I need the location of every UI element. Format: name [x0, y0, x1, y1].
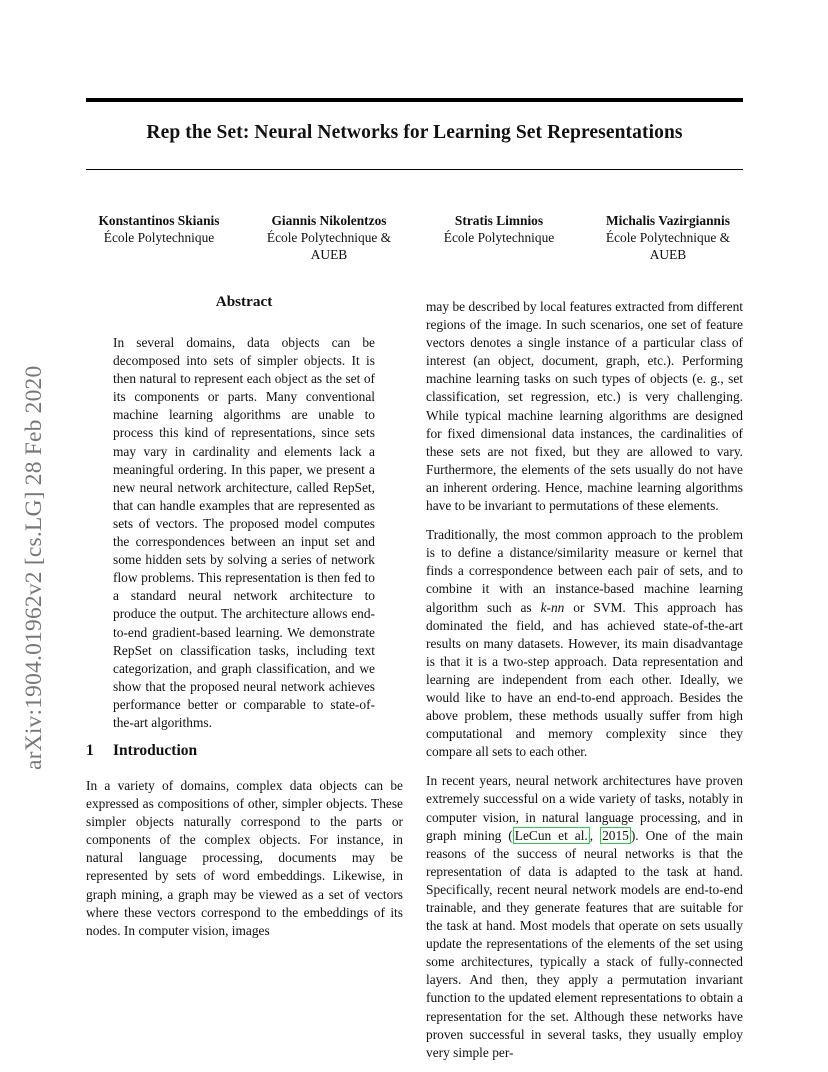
author-affiliation-line2: AUEB [649, 247, 687, 262]
paper-title: Rep the Set: Neural Networks for Learning Set Representations [146, 122, 683, 143]
paragraph-text: Traditionally, the most common approach to the problem is to define a distance/similarity measure or kernel that finds a correspondence between each pair of sets, and to combine it with an instance-based machine learning algorithm such as [426, 527, 743, 615]
section-title: Introduction [113, 742, 198, 759]
author-block [592, 212, 744, 263]
intro-paragraph: In recent years, neural network architectures have proven extremely successful on a wide variety of tasks, notably in computer vision, in natural language processing, and in graph mining ( LeCun et al. , 2015 ). One of the main reasons of the success of neural networks is that the representation of data is adapted to the task at hand. Specifically, recent neural network models are end-to-end trainable, and they generate features that are suitable for the task at hand. Most models that operate on sets usually update the representations of the elements of the set using some architectures, typically a stack of fully-connected layers. And then, they apply a permutation invariant function to the updated element representations to obtain a representation for the set. Although these networks have proven successful in several tasks, they usually employ very simple per- [426, 773, 743, 1060]
section-number: 1 [86, 742, 94, 759]
author-affiliation: École Polytechnique [443, 230, 555, 245]
right-column [426, 298, 743, 1062]
citation-year-link[interactable]: 2015 [602, 827, 629, 843]
author-block [258, 212, 400, 263]
author-affiliation: École Polytechnique & [266, 230, 392, 245]
knn-term: k-nn [540, 599, 565, 615]
title-bottom-rule [86, 169, 743, 170]
author-affiliation-line2: AUEB [310, 247, 348, 262]
citation-link[interactable]: LeCun et al. [514, 827, 588, 843]
author-block [86, 212, 232, 246]
title-top-rule [86, 98, 743, 102]
author-affiliation: École Polytechnique [103, 230, 215, 245]
author-block [430, 212, 568, 246]
intro-paragraph: may be described by local features extracted from different regions of the image. In such scenarios, one set of feature vectors denotes a single instance of a particular class of interest (an object, document, graph, etc.). Performing machine learning tasks on such types of objects (e. g., set classification, set regression, etc.) is very challenging. While typical machine learning algorithms are designed for fixed dimensional data instances, the cardinalities of these sets are not fixed, but they are allowed to vary. Furthermore, the elements of the sets usually do not have an inherent ordering. Hence, machine learning algorithms have to be invariant to permutations of these elements. [426, 299, 743, 514]
paragraph-text: ). One of the main reasons of the success of neural networks is that the representation of data is adapted to the task at hand. Specifically, recent neural network models are end-to-end trainable, and they generate features that are suitable for the task at hand. Most models that operate on sets usually update the representations of the elements of the set using some architectures, typically a stack of fully-connected layers. And then, they apply a permutation invariant function to the updated element representations to obtain a representation for the set. Although these networks have proven successful in several tasks, they usually employ very simple per- [426, 827, 743, 1060]
abstract-body [113, 334, 375, 732]
author-name: Michalis Vazirgiannis [606, 213, 730, 228]
paragraph-text: or SVM. This approach has dominated the field, and has achieved state-of-the-art results on many datasets. However, its main disadvantage is that it is a two-step approach. Data representation and learning are independent from each other. Ideally, we would like to have an end-to-end approach. Besides the above problem, these methods usually suffer from high computational and memory complexity since they compare all sets to each other. [426, 599, 744, 760]
intro-paragraph: In a variety of domains, complex data objects can be expressed as compositions of other, simpler objects. These simpler objects naturally correspond to the parts or components of the complex objects. For instance, in natural language processing, documents may be represented by sets of word embeddings. Likewise, in graph mining, a graph may be viewed as a set of vectors where these vectors correspond to the embeddings of its nodes. In computer vision, images [86, 778, 403, 938]
paragraph-text: In recent years, neural network architectures have proven extremely successful on a wide variety of tasks, notably in computer vision, in natural language processing, and in graph mining ( [426, 773, 743, 843]
author-name: Konstantinos Skianis [98, 213, 220, 228]
author-affiliation: École Polytechnique & [605, 230, 731, 245]
abstract-text: In several domains, data objects can be decomposed into sets of simpler objects. It is then natural to represent each object as the set of its components or parts. Many conventional machine learning algorithms are unable to process this kind of representations, since sets may vary in cardinality and elements lack a meaningful ordering. In this paper, we present a new neural network architecture, called RepSet, that can handle examples that are represented as sets of vectors. The proposed model computes the correspondences between an input set and some hidden sets by solving a series of network flow problems. This representation is then fed to a standard neural network architecture to produce the output. The architecture allows end-to-end gradient-based learning. We demonstrate RepSet on classification tasks, including text categorization, and graph classification, and we show that the proposed neural network achieves performance better or comparable to state-of-the-art algorithms. [113, 335, 375, 730]
section-heading-introduction [86, 742, 197, 760]
author-name: Giannis Nikolentzos [271, 213, 387, 228]
introduction-left-column [86, 777, 403, 940]
author-name: Stratis Limnios [454, 213, 544, 228]
arxiv-identifier-stamp[interactable]: arXiv:1904.01962v2 [cs.LG] 28 Feb 2020 [21, 365, 47, 770]
abstract-heading: Abstract [215, 293, 273, 310]
intro-paragraph [426, 526, 743, 761]
